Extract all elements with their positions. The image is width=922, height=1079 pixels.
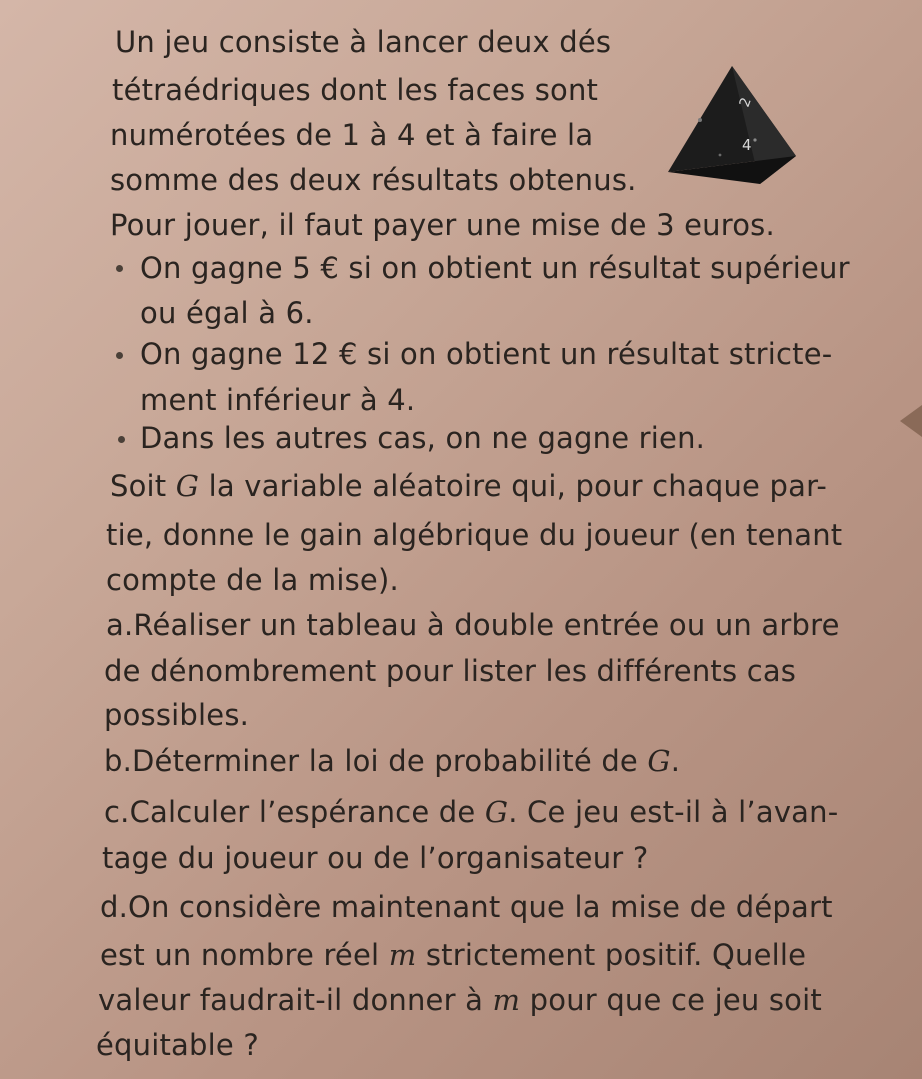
bullet-1-line-1: On gagne 5 € si on obtient un résultat supérieur: [140, 251, 850, 285]
die-number-top: 2: [736, 95, 755, 110]
page-edge-tab: [900, 405, 922, 437]
question-a-line-1: a.Réaliser un tableau à double entrée ou un arbre: [106, 608, 840, 642]
question-a-line-3: possibles.: [104, 698, 250, 732]
definition-line-3: compte de la mise).: [106, 563, 399, 597]
bullet-dot-3: [118, 436, 125, 443]
question-d-line-1: d.On considère maintenant que la mise de départ: [100, 890, 833, 924]
variable-G: G: [175, 469, 200, 503]
question-c-label: c.: [104, 795, 130, 829]
bullet-2-line-1: On gagne 12 € si on obtient un résultat stricte-: [140, 337, 833, 371]
question-d-line-2: est un nombre réel m strictement positif. Quelle: [100, 938, 807, 972]
intro-line-4: somme des deux résultats obtenus.: [110, 163, 637, 197]
question-c-line-1: c.Calculer l’espérance de G. Ce jeu est-il à l’avan-: [104, 795, 839, 829]
question-d-line-4: équitable ?: [96, 1028, 259, 1062]
question-d-label: d.: [100, 890, 129, 924]
intro-line-1: Un jeu consiste à lancer deux dés: [115, 25, 612, 59]
question-d-line-3: valeur faudrait-il donner à m pour que ce jeu soit: [98, 983, 822, 1017]
bullet-2-line-2: ment inférieur à 4.: [140, 383, 416, 417]
intro-line-3: numérotées de 1 à 4 et à faire la: [110, 118, 594, 152]
variable-m: m: [388, 938, 417, 972]
die-number-bottom: 4: [742, 136, 752, 154]
question-a-line-2: de dénombrement pour lister les différents cas: [104, 654, 797, 688]
bullet-dot-1: [116, 265, 123, 272]
question-b-label: b.: [104, 744, 133, 778]
rule-line: Pour jouer, il faut payer une mise de 3 euros.: [110, 208, 775, 242]
tetrahedral-die-image: [660, 60, 800, 190]
intro-line-2: tétraédriques dont les faces sont: [112, 73, 599, 107]
bullet-1-line-2: ou égal à 6.: [140, 296, 314, 330]
bullet-dot-2: [116, 352, 123, 359]
question-b-line: b.Déterminer la loi de probabilité de G.: [104, 744, 681, 778]
bullet-3-line: Dans les autres cas, on ne gagne rien.: [140, 421, 706, 455]
question-a-label: a.: [106, 608, 134, 642]
question-c-line-2: tage du joueur ou de l’organisateur ?: [102, 841, 649, 875]
definition-line-1: Soit G la variable aléatoire qui, pour chaque par-: [110, 469, 828, 503]
definition-line-2: tie, donne le gain algébrique du joueur (en tenant: [106, 518, 843, 552]
